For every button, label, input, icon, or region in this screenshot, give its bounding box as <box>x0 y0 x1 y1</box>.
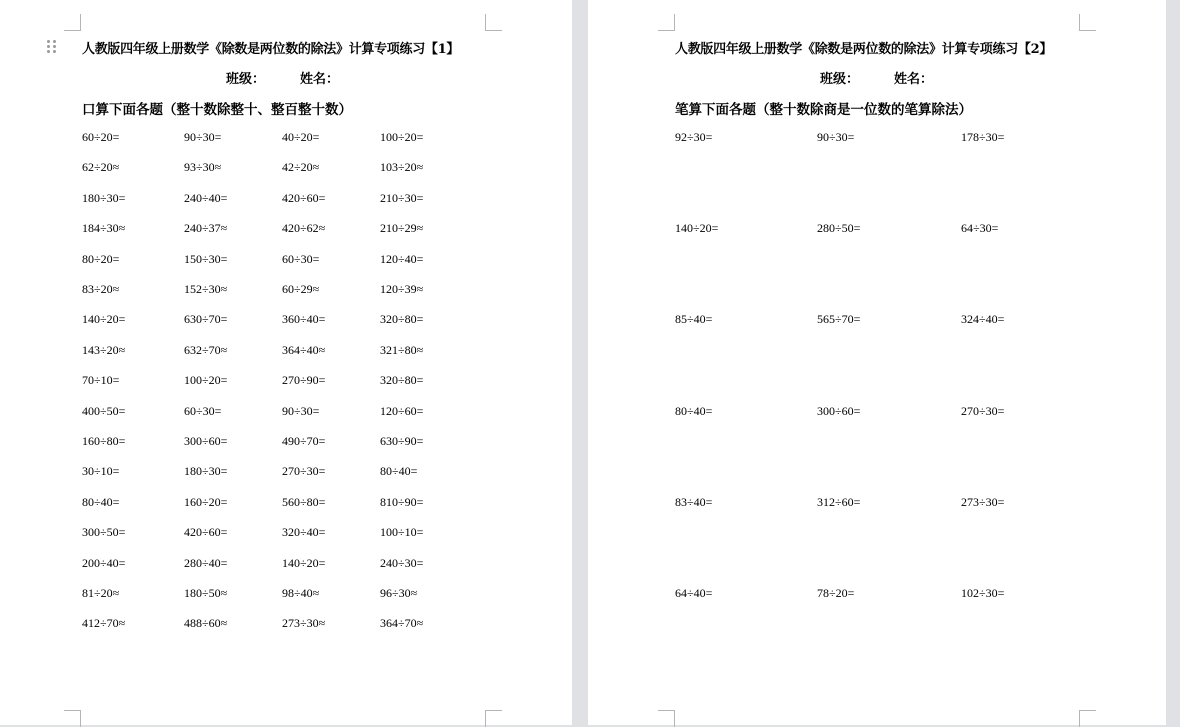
problem-9-4: 320÷80= <box>380 373 424 388</box>
problem-8-3: 364÷40≈ <box>282 342 326 357</box>
problem-7-1: 140÷20= <box>82 312 126 327</box>
problem-5-4: 120÷40= <box>380 251 424 266</box>
problem-1-3: 40÷20= <box>282 130 320 144</box>
problem-15-4: 240÷30= <box>380 555 424 570</box>
problem-5-2: 312÷60= <box>817 494 861 509</box>
problem-4-3: 420÷62≈ <box>282 221 326 236</box>
problem-3-2: 240÷40= <box>184 190 228 205</box>
problem-12-4: 80÷40= <box>380 464 418 479</box>
problem-9-2: 100÷20= <box>184 373 228 388</box>
problem-2-2: 93÷30≈ <box>184 160 222 175</box>
problem-8-2: 632÷70≈ <box>184 342 228 357</box>
problem-10-3: 90÷30= <box>282 403 320 418</box>
document-page-1[interactable] <box>0 0 572 725</box>
problem-11-2: 300÷60= <box>184 434 228 448</box>
problem-14-4: 100÷10= <box>380 525 424 540</box>
problem-13-4: 810÷90= <box>380 494 424 509</box>
problem-11-3: 490÷70= <box>282 434 326 448</box>
problem-7-2: 630÷70= <box>184 312 228 327</box>
document-page-2[interactable] <box>588 0 1166 725</box>
section-heading: 口算下面各题（整十数除整十、整百整十数） <box>82 102 352 118</box>
problem-5-1: 83÷40= <box>675 494 713 509</box>
name-label: 姓名： <box>894 72 934 87</box>
problem-12-2: 180÷30= <box>184 464 228 479</box>
problem-14-3: 320÷40= <box>282 525 326 540</box>
problem-17-4: 364÷70≈ <box>380 616 424 631</box>
worksheet-title: 人教版四年级上册数学《除数是两位数的除法》计算专项练习【2】 <box>675 42 1053 57</box>
problem-6-1: 64÷40= <box>675 586 713 600</box>
problem-1-1: 60÷20= <box>82 130 120 144</box>
name-label: 姓名： <box>300 72 340 87</box>
problem-4-2: 300÷60= <box>817 403 861 418</box>
problem-4-2: 240÷37≈ <box>184 221 228 236</box>
problem-7-3: 360÷40= <box>282 312 326 327</box>
problem-9-1: 70÷10= <box>82 373 120 388</box>
problem-6-2: 78÷20= <box>817 586 855 600</box>
problem-12-3: 270÷30= <box>282 464 326 479</box>
problem-10-1: 400÷50= <box>82 403 126 418</box>
margin-corner-mark <box>658 14 675 31</box>
problem-5-3: 60÷30= <box>282 251 320 266</box>
problem-1-4: 100÷20= <box>380 130 424 144</box>
margin-corner-mark <box>64 710 81 727</box>
problem-15-2: 280÷40= <box>184 555 228 570</box>
problem-13-3: 560÷80= <box>282 494 326 509</box>
problem-17-2: 488÷60≈ <box>184 616 228 631</box>
margin-corner-mark <box>64 14 81 31</box>
margin-corner-mark <box>485 14 502 31</box>
problem-14-1: 300÷50= <box>82 525 126 540</box>
problem-17-3: 273÷30≈ <box>282 616 326 631</box>
problem-7-4: 320÷80= <box>380 312 424 327</box>
page-gap <box>572 0 588 725</box>
worksheet-title: 人教版四年级上册数学《除数是两位数的除法》计算专项练习【1】 <box>82 42 460 57</box>
problem-16-1: 81÷20≈ <box>82 586 120 600</box>
problem-3-2: 565÷70= <box>817 312 861 327</box>
problem-4-1: 184÷30≈ <box>82 221 126 236</box>
problem-13-1: 80÷40= <box>82 494 120 509</box>
problem-5-3: 273÷30= <box>961 494 1005 509</box>
problem-8-1: 143÷20≈ <box>82 342 126 357</box>
problem-1-2: 90÷30= <box>184 130 222 144</box>
problem-3-1: 180÷30= <box>82 190 126 205</box>
problem-6-3: 102÷30= <box>961 586 1005 600</box>
section-heading: 笔算下面各题（整十数除商是一位数的笔算除法） <box>675 102 972 118</box>
problem-2-1: 140÷20= <box>675 221 719 236</box>
problem-11-1: 160÷80= <box>82 434 126 448</box>
problem-6-3: 60÷29≈ <box>282 282 320 296</box>
problem-14-2: 420÷60= <box>184 525 228 540</box>
problem-2-4: 103÷20≈ <box>380 160 424 175</box>
problem-6-1: 83÷20≈ <box>82 282 120 296</box>
margin-corner-mark <box>485 710 502 727</box>
class-label: 班级： <box>820 72 860 87</box>
problem-16-3: 98÷40≈ <box>282 586 320 600</box>
problem-13-2: 160÷20= <box>184 494 228 509</box>
problem-8-4: 321÷80≈ <box>380 342 424 357</box>
problem-4-4: 210÷29≈ <box>380 221 424 236</box>
problem-3-3: 324÷40= <box>961 312 1005 327</box>
problem-2-1: 62÷20≈ <box>82 160 120 175</box>
class-label: 班级： <box>226 72 266 87</box>
problem-5-1: 80÷20= <box>82 251 120 266</box>
problem-10-2: 60÷30= <box>184 403 222 418</box>
problem-6-4: 120÷39≈ <box>380 282 424 296</box>
problem-11-4: 630÷90= <box>380 434 424 448</box>
problem-2-2: 280÷50= <box>817 221 861 236</box>
problem-15-1: 200÷40= <box>82 555 126 570</box>
problem-3-3: 420÷60= <box>282 190 326 205</box>
margin-corner-mark <box>1079 14 1096 31</box>
problem-4-1: 80÷40= <box>675 403 713 418</box>
problem-6-2: 152÷30≈ <box>184 282 228 296</box>
problem-15-3: 140÷20= <box>282 555 326 570</box>
problem-3-4: 210÷30= <box>380 190 424 205</box>
problem-5-2: 150÷30= <box>184 251 228 266</box>
problem-17-1: 412÷70≈ <box>82 616 126 631</box>
problem-4-3: 270÷30= <box>961 403 1005 418</box>
scroll-gutter <box>1166 0 1180 725</box>
problem-3-1: 85÷40= <box>675 312 713 327</box>
margin-corner-mark <box>658 710 675 727</box>
problem-12-1: 30÷10= <box>82 464 120 479</box>
problem-2-3: 42÷20≈ <box>282 160 320 175</box>
problem-9-3: 270÷90= <box>282 373 326 388</box>
drag-handle-icon[interactable] <box>47 40 57 54</box>
problem-16-4: 96÷30≈ <box>380 586 418 600</box>
margin-corner-mark <box>1079 710 1096 727</box>
problem-1-1: 92÷30= <box>675 130 713 144</box>
problem-1-2: 90÷30= <box>817 130 855 144</box>
problem-2-3: 64÷30= <box>961 221 999 236</box>
problem-1-3: 178÷30= <box>961 130 1005 144</box>
problem-16-2: 180÷50≈ <box>184 586 228 600</box>
problem-10-4: 120÷60= <box>380 403 424 418</box>
